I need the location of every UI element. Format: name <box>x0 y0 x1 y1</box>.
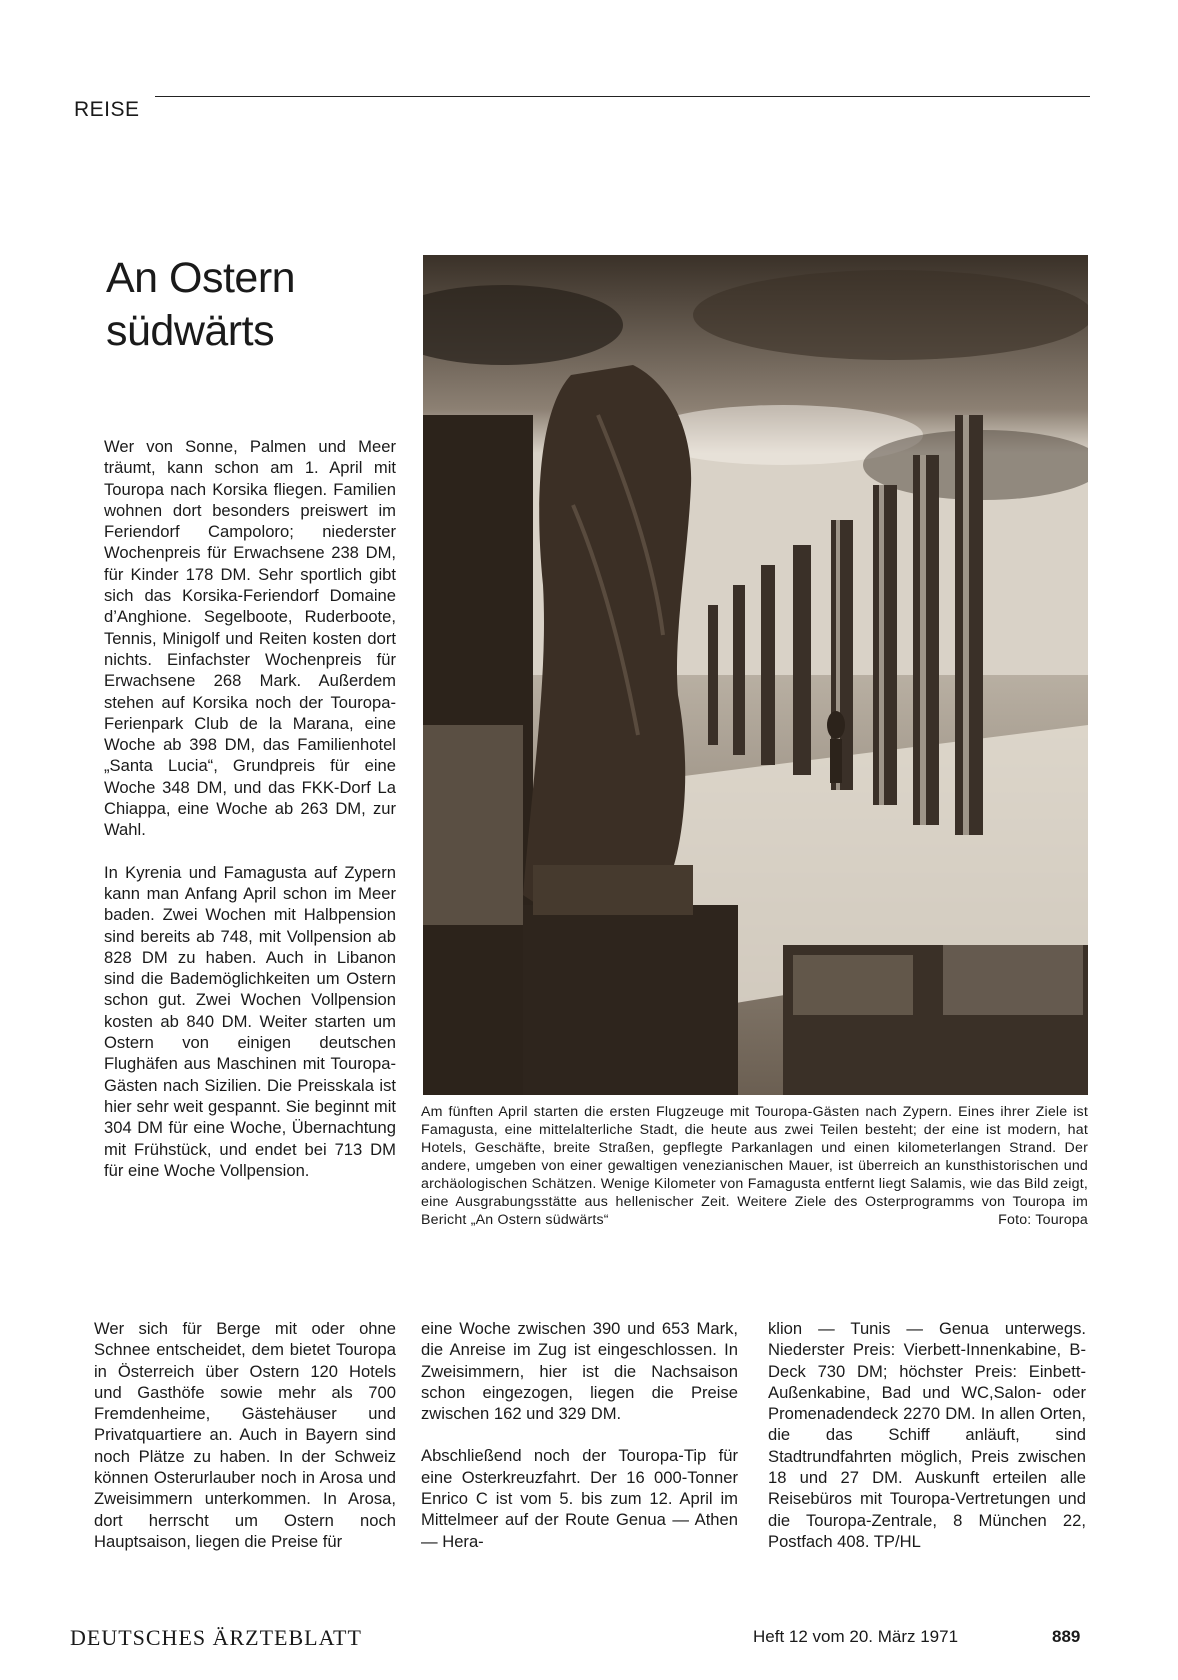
paragraph: eine Woche zwischen 390 und 653 Mark, die Anreise im Zug ist eingeschlossen. In Zweisimmern, hier ist die Nachsaison schon eingezogen, liegen die Preise zwischen 162 und 329 DM. <box>421 1319 738 1424</box>
footer-issue: Heft 12 vom 20. März 1971 <box>753 1627 959 1646</box>
photo-caption <box>421 1103 1088 1229</box>
photo-caption-text: Am fünften April starten die ersten Flugzeuge mit Touropa-Gästen nach Zypern. Eines ihrer Ziele ist Famagusta, eine mittelalterliche Stadt, die heute aus zwei Teilen besteht; der eine ist modern, hat Hotels, Geschäfte, breite Straßen, gepflegte Parkanlagen und einen kilometerlangen Strand. Der andere, umgeben von einer gewaltigen venezianischen Mauer, ist überreich an kunsthistorischen und archäologischen Schätzen. Wenige Kilometer von Famagusta entfernt liegt Salamis, wie das Bild zeigt, eine Ausgrabungsstätte aus hellenischer Zeit. Weitere Ziele des Osterprogramms von Touropa im Bericht „An Ostern südwärts“ <box>421 1104 1088 1228</box>
article-column-1 <box>104 436 396 1181</box>
paragraph: Wer von Sonne, Palmen und Meer träumt, kann schon am 1. April mit Touropa nach Korsika fliegen. Familien wohnen dort besonders preiswert im Feriendorf Campoloro; niederster Wochenpreis für Erwachsene 238 DM, für Kinder 178 DM. Sehr sportlich gibt sich das Korsika-Feriendorf Domaine d’Anghione. Segelboote, Ruderboote, Tennis, Minigolf und Reiten kosten dort nichts. Einfachster Wochenpreis für Erwachsene 268 Mark. Außerdem stehen auf Korsika noch der Touropa-Ferienpark Club de la Marana, eine Woche ab 398 DM, das Familienhotel „Santa Lucia“, Grundpreis für eine Woche 348 DM, und das FKK-Dorf La Chiappa, eine Woche ab 263 DM, zur Wahl. <box>104 437 396 840</box>
section-label: REISE <box>74 98 140 121</box>
salamis-ruins-photo <box>423 255 1088 1095</box>
article-column-3 <box>421 1318 738 1552</box>
paragraph: In Kyrenia und Famagusta auf Zypern kann man Anfang April schon im Meer baden. Zwei Wochen mit Halbpension sind bereits ab 748, mit Vollpension ab 828 DM zu haben. Auch in Libanon sind die Bademöglichkeiten um Ostern schon gut. Zwei Wochen Vollpension kosten ab 840 DM. Weiter starten um Ostern von einigen deutschen Flughäfen aus Maschinen mit Touropa-Gästen nach Sizilien. Die Preisskala ist hier sehr weit gespannt. Sie beginnt mit 304 DM für eine Woche, Übernachtung mit Frühstück, und endet bei 713 DM für eine Woche Vollpension. <box>104 862 396 1180</box>
footer-masthead: DEUTSCHES ÄRZTEBLATT <box>70 1625 362 1650</box>
paragraph: Abschließend noch der Touropa-Tip für eine Osterkreuzfahrt. Der 16 000-Tonner Enrico C ist vom 5. bis zum 12. April im Mittelmeer auf der Route Genua — Athen — Hera- <box>421 1446 738 1551</box>
article-photo <box>423 255 1088 1095</box>
article-column-2 <box>94 1318 396 1552</box>
header-rule <box>155 96 1090 97</box>
paragraph: klion — Tunis — Genua unterwegs. Niederster Preis: Vierbett-Innenkabine, B-Deck 730 DM; höchster Preis: Einbett-Außenkabine, Bad und WC,Salon- oder Promenadendeck 2270 DM. In allen Orten, die das Schiff anläuft, sind Stadtrundfahrten möglich, Preis zwischen 18 und 27 DM. Auskunft erteilen alle Reisebüros mit Touropa-Vertretungen und die Touropa-Zentrale, 8 München 22, Postfach 408. TP/HL <box>768 1319 1086 1551</box>
photo-credit: Foto: Touropa <box>998 1212 1088 1228</box>
article-title: An Ostern südwärts <box>106 254 296 355</box>
article-column-4 <box>768 1318 1086 1552</box>
paragraph: Wer sich für Berge mit oder ohne Schnee entscheidet, dem bietet Touropa in Österreich über Ostern 120 Hotels und Gasthöfe sowie mehr als 700 Fremdenheime, Gästehäuser und Privatquartiere an. Auch in Bayern sind noch Plätze zu haben. In der Schweiz können Osterurlauber noch in Arosa und Zweisimmern unterkommen. In Arosa, dort herrscht um Ostern noch Hauptsaison, liegen die Preise für <box>94 1319 396 1551</box>
page-number: 889 <box>1052 1627 1081 1646</box>
